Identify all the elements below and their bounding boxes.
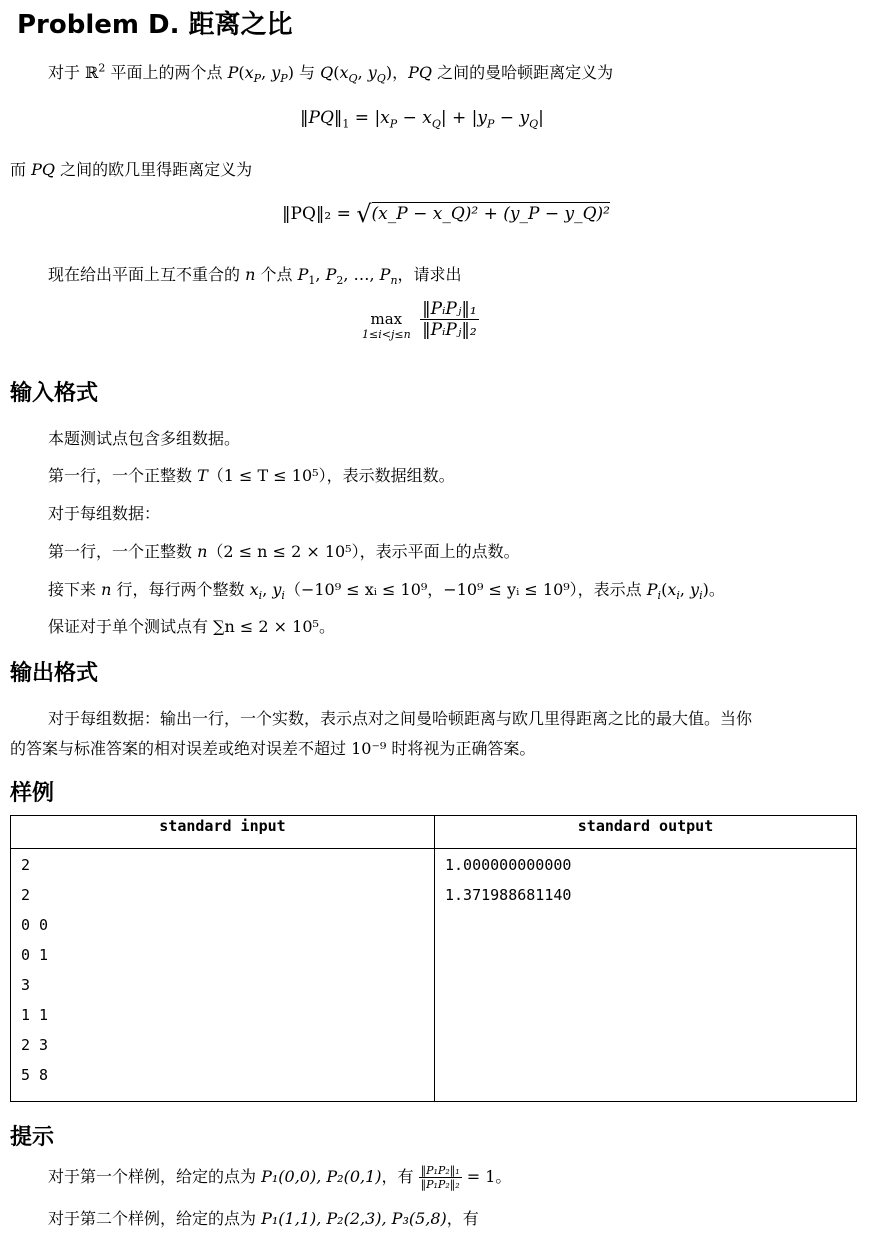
sample-input-line: 1 1	[21, 1006, 49, 1024]
euclid-formula: ‖PQ‖₂ = √(x_P − x_Q)² + (y_P − y_Q)²	[282, 200, 610, 228]
output-line-2: 的答案与标准答案的相对误差或绝对误差不超过 10⁻⁹ 时将视为正确答案。	[10, 739, 536, 758]
problem-title: Problem D. 距离之比	[17, 10, 293, 40]
sample-table	[10, 815, 857, 1102]
input-line-3: 对于每组数据：	[48, 504, 161, 523]
sample-input-cell	[11, 849, 435, 1102]
sample-output-line: 1.000000000000	[445, 856, 572, 874]
input-line-4: 第一行，一个正整数 n（2 ≤ n ≤ 2 × 10⁵），表示平面上的点数。	[48, 542, 520, 561]
input-line-1: 本题测试点包含多组数据。	[48, 429, 241, 448]
sample-output-header: standard output	[435, 816, 857, 849]
manhattan-formula: $‖PQ‖_1 = |x_P - x_Q| + |y_P - y_Q|$	[300, 108, 544, 131]
sample-input-line: 3	[21, 976, 31, 994]
sample-input-line: 2	[21, 886, 31, 904]
sample-output-cell	[435, 849, 857, 1102]
output-line-1: 对于每组数据：输出一行，一个实数，表示点对之间曼哈顿距离与欧几里得距离之比的最大值。当你	[48, 709, 753, 728]
sample-input-header: standard input	[11, 816, 435, 849]
intro-line-3: 现在给出平面上互不重合的 n 个点 $P_1$, $P_2$, …, $P_n$，请求出	[48, 265, 462, 288]
sample-input-line: 2	[21, 856, 31, 874]
sample-input-line: 0 1	[21, 946, 49, 964]
input-line-5: 接下来 n 行，每行两个整数 $x_i$, $y_i(-10^9$ ≤ xᵢ ≤ 10⁹，−10⁹ ≤ yᵢ ≤ 10⁹），表示点 $P_i(x_i$, $y_i$)。	[48, 580, 725, 603]
hint-heading: 提示	[10, 1125, 55, 1150]
sample-input-line: 5 8	[21, 1066, 49, 1084]
sample-input-line: 2 3	[21, 1036, 49, 1054]
hint-line-1: 对于第一个样例，给定的点为 P₁(0,0), P₂(0,1)，有 $\frac{\text{‖P₁P₂‖₁}}{\text{‖P₁P₂‖₂}}$ = 1。	[48, 1164, 512, 1191]
hint-line-2: 对于第二个样例，给定的点为 P₁(1,1), P₂(2,3), P₃(5,8)，有	[48, 1209, 479, 1228]
intro-line-2: 而 PQ 之间的欧几里得距离定义为	[10, 160, 253, 179]
input-line-6: 保证对于单个测试点有 ∑n ≤ 2 × 10⁵。	[48, 617, 335, 636]
input-line-2: 第一行，一个正整数 T（1 ≤ T ≤ 10⁵），表示数据组数。	[48, 466, 455, 485]
output-heading: 输出格式	[10, 661, 99, 686]
max-formula: max 1≤i<j≤n $\frac{\text{‖PᵢPⱼ‖₁}}{\text{‖PᵢPⱼ‖₂}}$	[362, 299, 477, 341]
intro-line-1: 对于 ℝ$^2$ 平面上的两个点 $P(x_P$, $y_P$) 与 $Q(x_Q$, $y_Q$)，PQ 之间的曼哈顿距离定义为	[48, 61, 614, 86]
sample-output-line: 1.371988681140	[445, 886, 572, 904]
sample-heading: 样例	[10, 781, 55, 806]
sample-input-line: 0 0	[21, 916, 49, 934]
input-heading: 输入格式	[10, 381, 99, 406]
